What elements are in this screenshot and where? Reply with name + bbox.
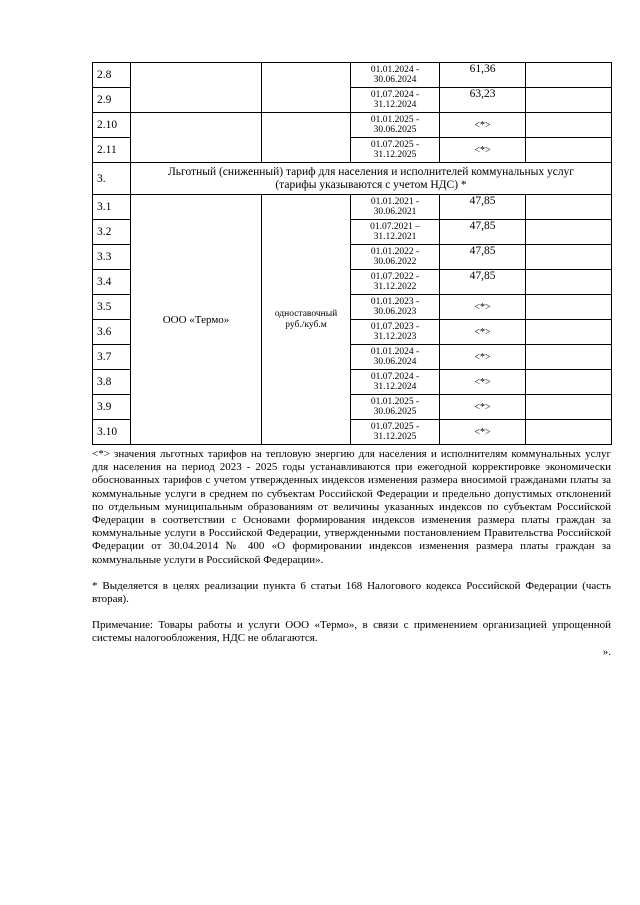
period-cell: 01.01.2025 - 30.06.2025: [351, 395, 440, 420]
unit-cell-empty: [262, 63, 351, 113]
tariff-value: 47,85: [440, 220, 526, 245]
row-number: 3.7: [93, 345, 131, 370]
empty-cell: [526, 88, 612, 113]
org-cell-empty: [131, 113, 262, 163]
empty-cell: [526, 270, 612, 295]
row-number: 3.10: [93, 420, 131, 445]
period-cell: 01.01.2021 - 30.06.2021: [351, 195, 440, 220]
footnote-asterisk: * Выделяется в целях реализации пункта 6 статьи 168 Налогового кодекса Российской Федерации (часть вторая).: [92, 579, 611, 606]
period-cell: 01.01.2024 - 30.06.2024: [351, 345, 440, 370]
empty-cell: [526, 420, 612, 445]
tariff-value: <*>: [440, 420, 526, 445]
remark: Примечание: Товары работы и услуги ООО «Термо», в связи с применением организацией упрощенной системы налогообложения, НДС не облагаются.: [92, 619, 611, 645]
period-cell: 01.01.2024 - 30.06.2024: [351, 63, 440, 88]
empty-cell: [526, 138, 612, 163]
empty-cell: [526, 295, 612, 320]
period-cell: 01.07.2024 - 31.12.2024: [351, 88, 440, 113]
tariff-value: <*>: [440, 370, 526, 395]
section-title: Льготный (сниженный) тариф для населения и исполнителей коммунальных услуг (тарифы указываются с учетом НДС) *: [131, 163, 612, 195]
tariff-value: 47,85: [440, 195, 526, 220]
tariff-value: <*>: [440, 138, 526, 163]
tariff-value: <*>: [440, 295, 526, 320]
table-row: [93, 195, 612, 220]
period-cell: 01.01.2025 - 30.06.2025: [351, 113, 440, 138]
tariff-value: <*>: [440, 113, 526, 138]
period-cell: 01.01.2023 - 30.06.2023: [351, 295, 440, 320]
footnote-angle-star: <*> значения льготных тарифов на тепловую энергию для населения и исполнителям коммунальных услуг для населения на период 2023 - 2025 годы устанавливаются при ежегодной корректировке экономически обоснованных тарифов с учетом утвержденных индексов изменения размера вносимой гражданами платы за коммунальные услуги в среднем по субъектам Российской Федерации и предельно допустимых отклонений по отдельным муниципальным образованиям от величины указанных индексов по субъектам Российской Федерации в соответствии с Основами формирования индексов изменения размера платы граждан за коммунальные услуги в Российской Федерации, утвержденными постановлением Правительства Российской Федерации от 30.04.2014 № 400 «О формировании индексов изменения размера платы граждан за коммунальные услуги в Российской Федерации».: [92, 448, 611, 566]
tariff-value: <*>: [440, 395, 526, 420]
tariff-table: [92, 62, 612, 445]
organization-name: ООО «Термо»: [131, 195, 262, 445]
empty-cell: [526, 320, 612, 345]
notes-block: [92, 448, 611, 659]
tariff-value: 61,36: [440, 63, 526, 88]
row-number: 3.3: [93, 245, 131, 270]
empty-cell: [526, 395, 612, 420]
empty-cell: [526, 370, 612, 395]
period-cell: 01.07.2025 - 31.12.2025: [351, 138, 440, 163]
period-cell: 01.07.2021 – 31.12.2021: [351, 220, 440, 245]
row-number: 3.8: [93, 370, 131, 395]
row-number: 3.9: [93, 395, 131, 420]
empty-cell: [526, 63, 612, 88]
row-number: 2.10: [93, 113, 131, 138]
period-cell: 01.07.2022 - 31.12.2022: [351, 270, 440, 295]
closing-quote: ».: [602, 645, 611, 658]
unit-cell-empty: [262, 113, 351, 163]
row-number: 3.4: [93, 270, 131, 295]
section-number: 3.: [93, 163, 131, 195]
period-cell: 01.07.2023 - 31.12.2023: [351, 320, 440, 345]
empty-cell: [526, 345, 612, 370]
empty-cell: [526, 220, 612, 245]
tariff-value: <*>: [440, 345, 526, 370]
section-header-row: [93, 163, 612, 195]
row-number: 3.2: [93, 220, 131, 245]
empty-cell: [526, 245, 612, 270]
tariff-unit: одноставочный руб./куб.м: [262, 195, 351, 445]
empty-cell: [526, 195, 612, 220]
table-row: [93, 63, 612, 88]
tariff-value: 63,23: [440, 88, 526, 113]
row-number: 2.8: [93, 63, 131, 88]
period-cell: 01.07.2025 - 31.12.2025: [351, 420, 440, 445]
period-cell: 01.01.2022 - 30.06.2022: [351, 245, 440, 270]
row-number: 3.1: [93, 195, 131, 220]
empty-cell: [526, 113, 612, 138]
period-cell: 01.07.2024 - 31.12.2024: [351, 370, 440, 395]
tariff-value: 47,85: [440, 245, 526, 270]
row-number: 2.9: [93, 88, 131, 113]
row-number: 3.5: [93, 295, 131, 320]
org-cell-empty: [131, 63, 262, 113]
row-number: 2.11: [93, 138, 131, 163]
table-row: [93, 113, 612, 138]
row-number: 3.6: [93, 320, 131, 345]
tariff-value: <*>: [440, 320, 526, 345]
tariff-value: 47,85: [440, 270, 526, 295]
